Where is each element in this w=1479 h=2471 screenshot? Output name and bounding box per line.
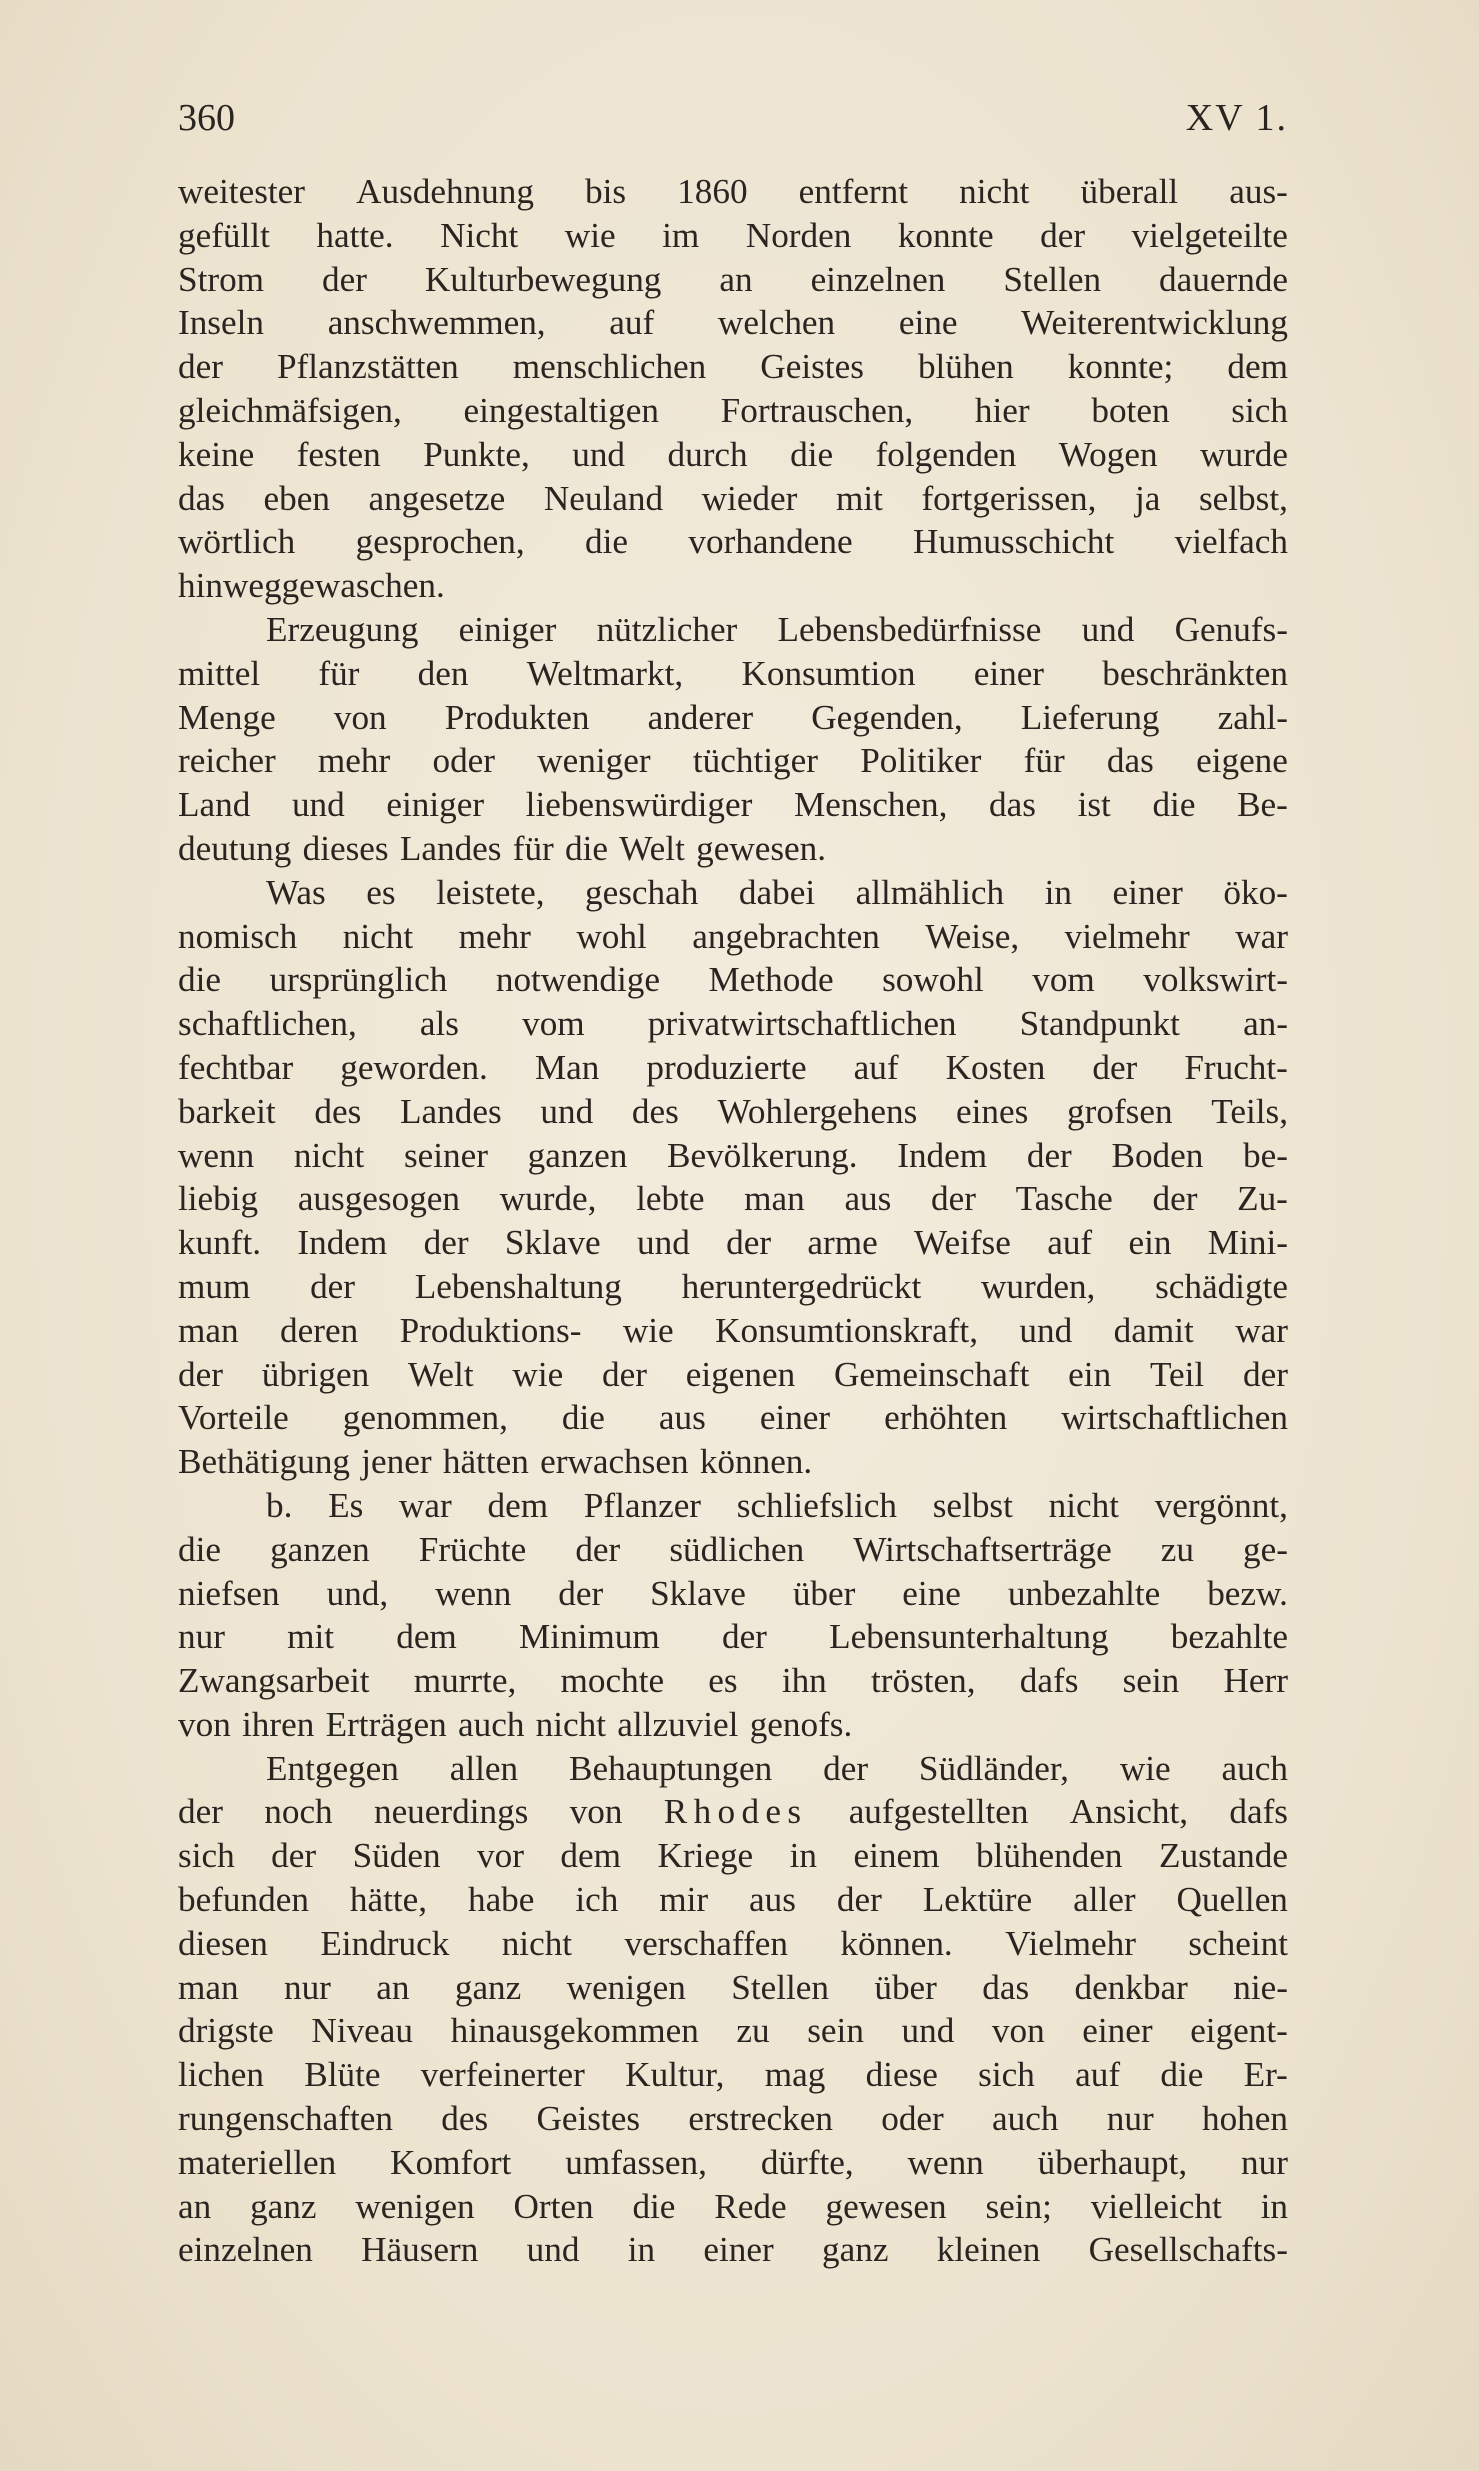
text-line: drigste Niveau hinausgekommen zu sein und von einer eigent- xyxy=(178,2011,1288,2051)
text-line: hinweggewaschen. xyxy=(178,566,445,606)
text-line: deutung dieses Landes für die Welt gewesen. xyxy=(178,828,827,868)
text-line: Inseln anschwemmen, auf welchen eine Weiterentwicklung xyxy=(178,303,1288,343)
text-line: weitester Ausdehnung bis 1860 entfernt nicht überall aus- xyxy=(178,172,1288,211)
text-line: Vorteile genommen, die aus einer erhöhten wirtschaftlichen xyxy=(178,1398,1288,1438)
text-line: befunden hätte, habe ich mir aus der Lektüre aller Quellen xyxy=(178,1880,1288,1920)
text-line: die ursprünglich notwendige Methode sowohl vom volkswirt- xyxy=(178,960,1288,1000)
text-line: Zwangsarbeit murrte, mochte es ihn trösten, dafs sein Herr xyxy=(178,1661,1288,1701)
text-line: gleichmäfsigen, eingestaltigen Fortrauschen, hier boten sich xyxy=(178,390,1288,430)
text-line: reicher mehr oder weniger tüchtiger Politiker für das eigene xyxy=(178,741,1288,781)
text-line: Bethätigung jener hätten erwachsen können. xyxy=(178,1442,813,1482)
text-line: man nur an ganz wenigen Stellen über das denkbar nie- xyxy=(178,1967,1288,2007)
text-line: diesen Eindruck nicht verschaffen können. Vielmehr scheint xyxy=(178,1923,1288,1963)
text-line: sich der Süden vor dem Kriege in einem blühenden Zustande xyxy=(178,1836,1288,1876)
text-line: mittel für den Weltmarkt, Konsumtion einer beschränkten xyxy=(178,653,1288,693)
text-line: materiellen Komfort umfassen, dürfte, wenn überhaupt, nur xyxy=(178,2142,1288,2182)
text-line: liebig ausgesogen wurde, lebte man aus der Tasche der Zu- xyxy=(178,1179,1288,1219)
page-header xyxy=(178,96,1288,148)
text-line: Erzeugung einiger nützlicher Lebensbedürfnisse und Genufs- xyxy=(266,609,1288,649)
text-line: nomisch nicht mehr wohl angebrachten Weise, vielmehr war xyxy=(178,916,1288,956)
text-line: rungenschaften des Geistes erstrecken oder auch nur hohen xyxy=(178,2099,1288,2139)
text-line: lichen Blüte verfeinerter Kultur, mag diese sich auf die Er- xyxy=(178,2055,1288,2095)
text-line: mum der Lebenshaltung heruntergedrückt wurden, schädigte xyxy=(178,1266,1288,1306)
text-line: barkeit des Landes und des Wohlergehens eines grofsen Teils, xyxy=(178,1091,1288,1131)
text-line: der Pflanzstätten menschlichen Geistes blühen konnte; dem xyxy=(178,347,1288,387)
text-line: Menge von Produkten anderer Gegenden, Lieferung zahl- xyxy=(178,697,1288,737)
text-line: die ganzen Früchte der südlichen Wirtschaftserträge zu ge- xyxy=(178,1529,1288,1569)
text-line: einzelnen Häusern und in einer ganz kleinen Gesellschafts- xyxy=(178,2230,1288,2270)
text-line: von ihren Erträgen auch nicht allzuviel genofs. xyxy=(178,1704,853,1744)
text-line: der noch neuerdings von Rhodes aufgestellten Ansicht, dafs xyxy=(178,1792,1288,1832)
text-line: man deren Produktions- wie Konsumtionskraft, und damit war xyxy=(178,1310,1288,1350)
text-line: der übrigen Welt wie der eigenen Gemeinschaft ein Teil der xyxy=(178,1354,1288,1394)
running-head: XV 1. xyxy=(1185,97,1288,139)
page-number: 360 xyxy=(178,97,235,139)
text-line: niefsen und, wenn der Sklave über eine unbezahlte bezw. xyxy=(178,1573,1288,1613)
text-line: Strom der Kulturbewegung an einzelnen Stellen dauernde xyxy=(178,259,1288,299)
text-line: schaftlichen, als vom privatwirtschaftlichen Standpunkt an- xyxy=(178,1004,1288,1044)
body-text xyxy=(178,170,1288,2272)
text-line: Land und einiger liebenswürdiger Menschen, das ist die Be- xyxy=(178,785,1288,825)
text-line: wörtlich gesprochen, die vorhandene Humusschicht vielfach xyxy=(178,522,1288,562)
text-line: gefüllt hatte. Nicht wie im Norden konnte der vielgeteilte xyxy=(178,215,1288,255)
text-line: an ganz wenigen Orten die Rede gewesen sein; vielleicht in xyxy=(178,2186,1288,2226)
text-line: fechtbar geworden. Man produzierte auf Kosten der Frucht- xyxy=(178,1047,1288,1087)
text-line: das eben angesetze Neuland wieder mit fortgerissen, ja selbst, xyxy=(178,478,1288,518)
text-line: Entgegen allen Behauptungen der Südländer, wie auch xyxy=(266,1748,1288,1788)
text-line: wenn nicht seiner ganzen Bevölkerung. Indem der Boden be- xyxy=(178,1135,1288,1175)
text-line: b. Es war dem Pflanzer schliefslich selbst nicht vergönnt, xyxy=(266,1485,1288,1525)
text-line: keine festen Punkte, und durch die folgenden Wogen wurde xyxy=(178,434,1288,474)
text-line: nur mit dem Minimum der Lebensunterhaltung bezahlte xyxy=(178,1617,1288,1657)
text-line: Was es leistete, geschah dabei allmählich in einer öko- xyxy=(266,872,1288,912)
text-line: kunft. Indem der Sklave und der arme Weifse auf ein Mini- xyxy=(178,1223,1288,1263)
